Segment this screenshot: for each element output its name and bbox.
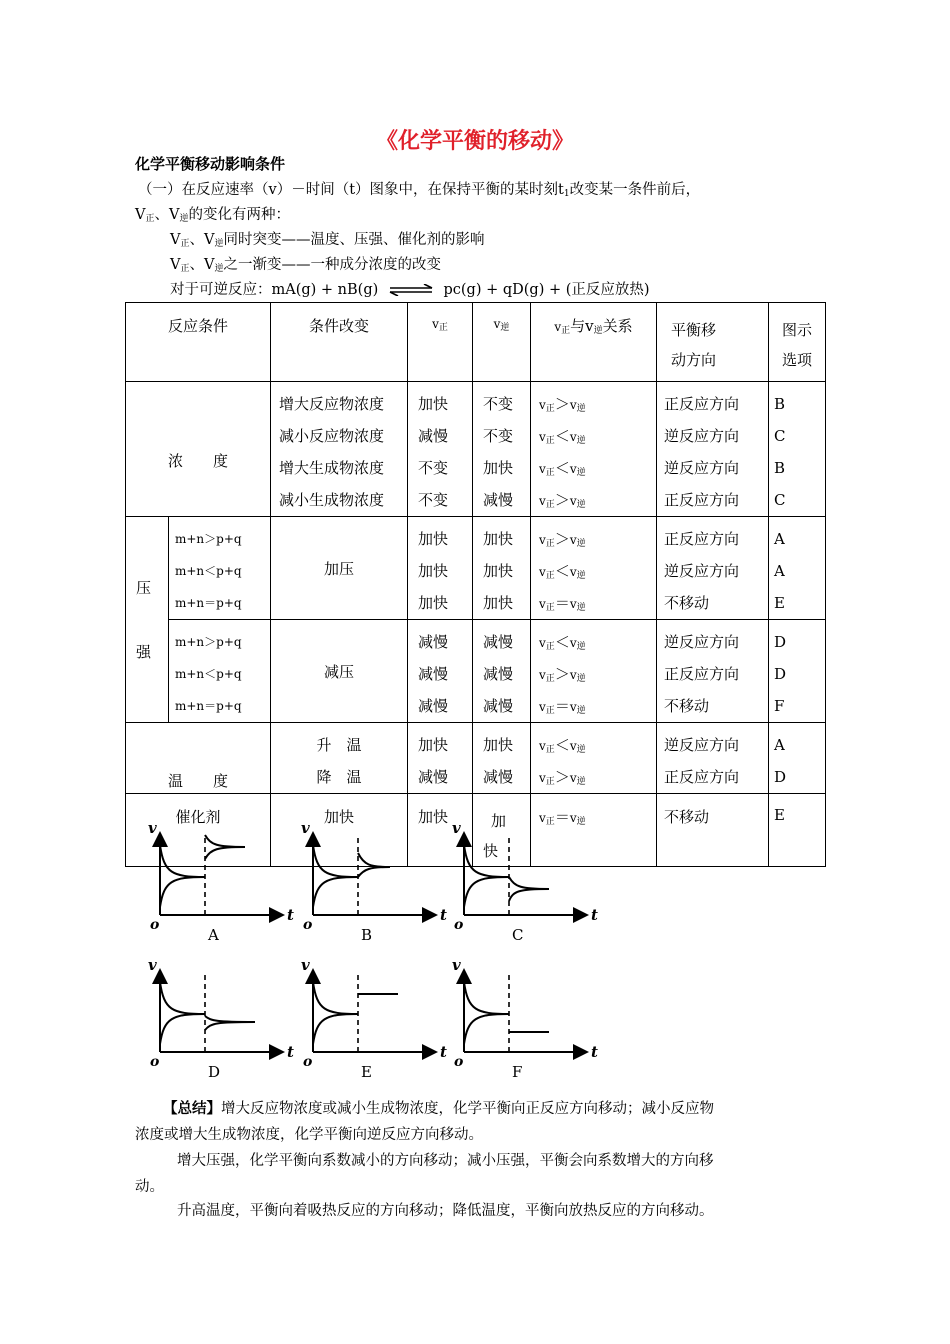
- t-figure-0: A: [774, 736, 785, 754]
- graph-label: E: [361, 1063, 372, 1081]
- intro-line-1: （一）在反应速率（v）－时间（t）图象中，在保持平衡的某时刻$t_1$改变某一条件前后，: [138, 182, 701, 199]
- axis-t-label: t: [287, 906, 294, 924]
- pu-condition-1: m+n＜p+q: [175, 564, 242, 578]
- pu-relation-1: $v_正<v_逆$: [539, 562, 586, 581]
- conc-v-forward-2: 不变: [418, 459, 449, 477]
- header-figure: 图示 选项: [769, 303, 826, 382]
- t-relation-0: $v_正<v_逆$: [539, 736, 586, 755]
- vt-graph-f: [452, 956, 598, 1081]
- pd-relation-1: $v_正>v_逆$: [539, 665, 586, 684]
- graph-label: D: [208, 1063, 221, 1081]
- t-v-reverse-0: 加快: [483, 736, 514, 754]
- graph-label: F: [512, 1063, 523, 1081]
- vt-graphs: [130, 820, 630, 1090]
- pu-v-reverse-0: 加快: [483, 530, 514, 548]
- pu-figure-2: E: [774, 594, 785, 612]
- vt-graph-b: [301, 820, 447, 944]
- pd-relation-0: $v_正<v_逆$: [539, 633, 586, 652]
- conc-v-reverse-0: 不变: [483, 395, 514, 413]
- vt-graph-e: [301, 956, 447, 1081]
- t-figure-1: D: [774, 768, 787, 786]
- header-condition: 反应条件: [126, 303, 271, 382]
- origin-label: o: [454, 917, 464, 933]
- table-row-temperature: [126, 723, 826, 794]
- pu-condition-0: m+n＞p+q: [175, 532, 242, 546]
- conc-v-reverse-3: 减慢: [483, 491, 514, 509]
- t-change-1: 降 温: [316, 768, 362, 786]
- header-change: 条件改变: [271, 303, 408, 382]
- graph-label: B: [361, 926, 373, 944]
- catalyst-rev: 加 快: [473, 794, 531, 867]
- conc-v-forward-1: 减慢: [418, 427, 449, 445]
- header-relation: $v_正$与$v_逆$关系: [531, 303, 657, 382]
- pd-figure-1: D: [774, 665, 787, 683]
- conc-figure-3: C: [774, 491, 786, 509]
- catalyst-fwd: 加快: [408, 794, 473, 867]
- conc-direction-3: 正反应方向: [664, 491, 740, 509]
- conc-direction-1: 逆反应方向: [664, 427, 740, 445]
- header-direction: 平衡移 动方向: [657, 303, 769, 382]
- pressure-up-change: 加压: [271, 517, 408, 620]
- pd-v-forward-0: 减慢: [418, 633, 449, 651]
- pu-direction-0: 正反应方向: [664, 530, 740, 548]
- intro-line-2: $V_正$、$V_逆$的变化有两种：: [135, 207, 290, 224]
- conc-direction-0: 正反应方向: [664, 395, 740, 413]
- t-v-forward-1: 减慢: [418, 768, 449, 786]
- catalyst-label: 催化剂: [126, 794, 271, 867]
- origin-label: o: [303, 1054, 313, 1070]
- conc-change-2: 增大生成物浓度: [279, 459, 385, 477]
- conc-change-1: 减小反应物浓度: [279, 427, 385, 445]
- conc-change-0: 增大反应物浓度: [279, 395, 385, 413]
- vt-graph-c: [452, 820, 598, 944]
- axis-t-label: t: [440, 1043, 447, 1061]
- axis-t-label: t: [440, 906, 447, 924]
- axis-t-label: t: [591, 1043, 598, 1061]
- equilibrium-shift-table: [125, 302, 826, 867]
- pd-direction-0: 逆反应方向: [664, 633, 740, 651]
- conc-relation-2: $v_正<v_逆$: [539, 459, 586, 478]
- conc-v-reverse-1: 不变: [483, 427, 514, 445]
- intro-line-4: $V_正$、$V_逆$之一渐变——一种成分浓度的改变: [170, 257, 441, 274]
- conc-figure-0: B: [774, 395, 786, 413]
- axis-v-label: v: [148, 820, 157, 837]
- origin-label: o: [454, 1054, 464, 1070]
- pu-direction-1: 逆反应方向: [664, 562, 740, 580]
- vt-graph-d: [148, 956, 294, 1081]
- conc-change-3: 减小生成物浓度: [279, 491, 385, 509]
- pd-v-reverse-1: 减慢: [483, 665, 514, 683]
- pd-condition-1: m+n＜p+q: [175, 667, 242, 681]
- t-v-reverse-1: 减慢: [483, 768, 514, 786]
- pd-condition-2: m+n＝p+q: [175, 699, 242, 713]
- pd-condition-0: m+n＞p+q: [175, 635, 242, 649]
- conc-relation-3: $v_正>v_逆$: [539, 491, 586, 510]
- vt-graph-a: [148, 820, 294, 944]
- section-heading: 化学平衡移动影响条件: [135, 155, 286, 173]
- pu-direction-2: 不移动: [664, 594, 710, 612]
- axis-t-label: t: [591, 906, 598, 924]
- t-change-0: 升 温: [316, 736, 362, 754]
- equilibrium-arrow-icon: [387, 284, 435, 296]
- catalyst-relation: $v_正=v_逆$: [531, 794, 657, 867]
- conc-relation-0: $v_正>v_逆$: [539, 395, 586, 414]
- pu-figure-1: A: [774, 562, 785, 580]
- table-row-concentration: [126, 382, 826, 517]
- origin-label: o: [150, 1054, 160, 1070]
- conc-v-forward-3: 不变: [418, 491, 449, 509]
- axis-t-label: t: [287, 1043, 294, 1061]
- pd-v-reverse-2: 减慢: [483, 697, 514, 715]
- pd-v-forward-1: 减慢: [418, 665, 449, 683]
- concentration-label: 浓 度: [126, 382, 271, 517]
- pu-relation-2: $v_正=v_逆$: [539, 594, 586, 613]
- page-title: 《化学平衡的移动》: [375, 128, 574, 154]
- pu-v-reverse-2: 加快: [483, 594, 514, 612]
- conc-direction-2: 逆反应方向: [664, 459, 740, 477]
- header-v-reverse: $v_逆$: [473, 303, 531, 382]
- axis-v-label: v: [452, 820, 461, 837]
- catalyst-direction: 不移动: [657, 794, 769, 867]
- table-row-pressure-up: [126, 517, 826, 620]
- table-row-pressure-down: [126, 620, 826, 723]
- pu-v-forward-1: 加快: [418, 562, 449, 580]
- table-header-row: [126, 303, 826, 382]
- pu-figure-0: A: [774, 530, 785, 548]
- pd-v-reverse-0: 减慢: [483, 633, 514, 651]
- pu-v-forward-2: 加快: [418, 594, 449, 612]
- origin-label: o: [150, 917, 160, 933]
- pu-v-forward-0: 加快: [418, 530, 449, 548]
- origin-label: o: [303, 917, 313, 933]
- axis-v-label: v: [301, 820, 310, 837]
- pd-relation-2: $v_正=v_逆$: [539, 697, 586, 716]
- pu-relation-0: $v_正>v_逆$: [539, 530, 586, 549]
- summary-paragraph-3: 升高温度，平衡向着吸热反应的方向移动；降低温度，平衡向放热反应的方向移动。: [177, 1203, 714, 1219]
- summary-paragraph-1: 【总结】增大反应物浓度或减小生成物浓度，化学平衡向正反应方向移动；减小反应物 浓度或增大生成物浓度，化学平衡向逆反应方向移动。: [135, 1101, 714, 1143]
- catalyst-change: 加快: [271, 794, 408, 867]
- pu-condition-2: m+n＝p+q: [175, 596, 242, 610]
- pd-v-forward-2: 减慢: [418, 697, 449, 715]
- t-direction-0: 逆反应方向: [664, 736, 740, 754]
- catalyst-figure: E: [769, 794, 826, 867]
- pd-direction-2: 不移动: [664, 697, 710, 715]
- graph-label: A: [208, 926, 219, 944]
- conc-v-reverse-2: 加快: [483, 459, 514, 477]
- conc-figure-1: C: [774, 427, 786, 445]
- pd-figure-0: D: [774, 633, 787, 651]
- axis-v-label: v: [301, 956, 310, 974]
- temperature-label: 温 度: [126, 723, 271, 794]
- conc-figure-2: B: [774, 459, 786, 477]
- axis-v-label: v: [452, 956, 461, 974]
- conc-relation-1: $v_正<v_逆$: [539, 427, 586, 446]
- summary-paragraph-2: 增大压强，化学平衡向系数减小的方向移动；减小压强，平衡会向系数增大的方向移 动。: [135, 1153, 714, 1195]
- reaction-equation: 对于可逆反应：mA(g) + nB(g) pc(g) + qD(g) + (正反应放热): [170, 282, 650, 298]
- t-relation-1: $v_正>v_逆$: [539, 768, 586, 787]
- header-v-forward: $v_正$: [408, 303, 473, 382]
- pd-figure-2: F: [774, 697, 785, 715]
- axis-v-label: v: [148, 956, 157, 974]
- intro-line-3: $V_正$、$V_逆$同时突变——温度、压强、催化剂的影响: [170, 232, 485, 249]
- pu-v-reverse-1: 加快: [483, 562, 514, 580]
- t-direction-1: 正反应方向: [664, 768, 740, 786]
- conc-v-forward-0: 加快: [418, 395, 449, 413]
- t-v-forward-0: 加快: [418, 736, 449, 754]
- pressure-label: 压 强: [126, 517, 169, 723]
- graph-label: C: [512, 926, 524, 944]
- pd-direction-1: 正反应方向: [664, 665, 740, 683]
- pressure-down-change: 减压: [271, 620, 408, 723]
